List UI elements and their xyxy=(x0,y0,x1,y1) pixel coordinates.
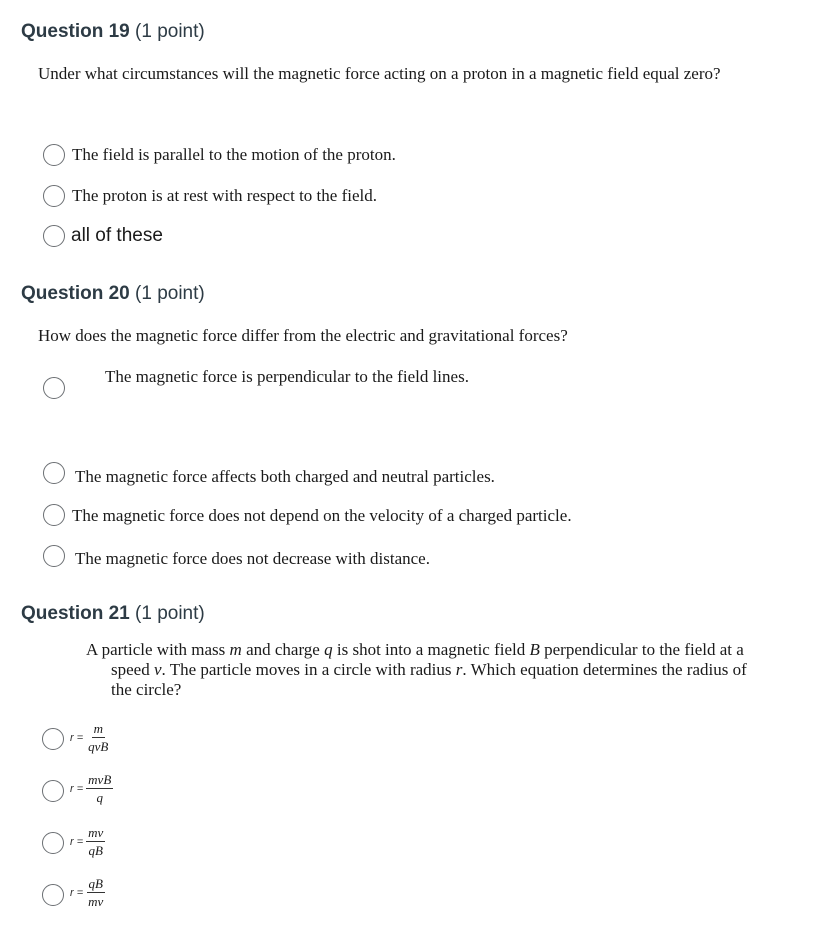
radio-q19-option-2[interactable] xyxy=(43,185,65,207)
text-part: A particle with mass xyxy=(86,640,230,659)
radio-q20-option-1[interactable] xyxy=(43,377,65,399)
denominator: mv xyxy=(88,894,104,909)
question-number: Question 21 xyxy=(21,603,130,624)
option-label: The magnetic force is perpendicular to the field lines. xyxy=(105,367,469,386)
numerator: mv xyxy=(88,825,104,840)
text-part: perpendicular to the field at a speed xyxy=(111,640,744,679)
variable-m: m xyxy=(229,640,242,659)
question-21-text xyxy=(86,640,771,700)
option-label: The proton is at rest with respect to the field. xyxy=(72,186,377,205)
question-points: (1 point) xyxy=(135,21,205,42)
option-label: The magnetic force does not depend on the velocity of a charged particle. xyxy=(72,506,572,525)
equation-lhs: r = xyxy=(70,732,84,744)
numerator: mvB xyxy=(88,772,112,787)
equation-option-1 xyxy=(70,722,110,754)
equation-lhs: r = xyxy=(70,783,84,795)
option-label: all of these xyxy=(71,225,163,246)
variable-b: B xyxy=(529,640,540,659)
text-part: . Which equation determines the radius of the circle? xyxy=(111,660,747,699)
numerator: m xyxy=(93,721,103,736)
question-number: Question 19 xyxy=(21,21,130,42)
equation-lhs: r = xyxy=(70,887,84,899)
radio-q21-option-3[interactable] xyxy=(42,832,64,854)
radio-q20-option-3[interactable] xyxy=(43,504,65,526)
fraction xyxy=(86,877,105,909)
radio-q20-option-2[interactable] xyxy=(43,462,65,484)
radio-q21-option-2[interactable] xyxy=(42,780,64,802)
question-20-text: How does the magnetic force differ from the electric and gravitational forces? xyxy=(38,326,568,345)
text-part: is shot into a magnetic field xyxy=(332,640,530,659)
question-points: (1 point) xyxy=(135,603,205,624)
radio-q19-option-3[interactable] xyxy=(43,225,65,247)
numerator: qB xyxy=(88,876,103,891)
option-label: The magnetic force affects both charged and neutral particles. xyxy=(75,467,495,486)
radio-q20-option-4[interactable] xyxy=(43,545,65,567)
question-19-text: Under what circumstances will the magnetic force acting on a proton in a magnetic field equal zero? xyxy=(38,64,721,83)
fraction xyxy=(86,826,105,858)
text-part: . The particle moves in a circle with radius xyxy=(161,660,456,679)
question-points: (1 point) xyxy=(135,283,205,304)
fraction xyxy=(86,773,113,805)
radio-q19-option-1[interactable] xyxy=(43,144,65,166)
question-21-header xyxy=(21,603,205,625)
equation-option-2 xyxy=(70,773,113,805)
variable-v: v xyxy=(153,660,162,679)
fraction xyxy=(86,722,110,754)
variable-r: r xyxy=(455,660,463,679)
question-20-header xyxy=(21,283,205,305)
radio-q21-option-4[interactable] xyxy=(42,884,64,906)
denominator: q xyxy=(96,790,103,805)
text-part: and charge xyxy=(241,640,325,659)
option-label: The magnetic force does not decrease with distance. xyxy=(75,549,430,568)
question-number: Question 20 xyxy=(21,283,130,304)
denominator: qB xyxy=(88,843,103,858)
variable-q: q xyxy=(324,640,333,659)
equation-lhs: r = xyxy=(70,836,84,848)
question-19-header xyxy=(21,21,205,43)
radio-q21-option-1[interactable] xyxy=(42,728,64,750)
equation-option-4 xyxy=(70,877,105,909)
denominator: qvB xyxy=(88,739,109,754)
option-label: The field is parallel to the motion of the proton. xyxy=(72,145,396,164)
equation-option-3 xyxy=(70,826,105,858)
